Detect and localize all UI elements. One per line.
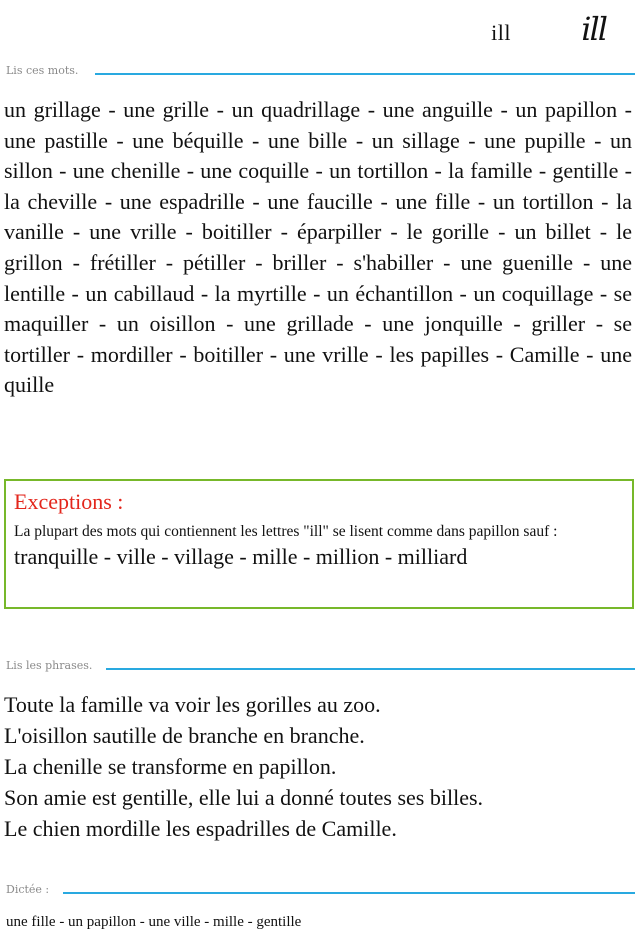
words-section-rule	[95, 73, 635, 75]
exceptions-list: tranquille - ville - village - mille - million - milliard	[14, 544, 468, 569]
dictee-text: une fille - un papillon - une ville - mille - gentille	[6, 914, 302, 930]
exceptions-title: Exceptions :	[14, 489, 124, 514]
sentence: Le chien mordille les espadrilles de Camille.	[4, 816, 397, 841]
sentence: L'oisillon sautille de branche en branche.	[4, 723, 365, 748]
phrases-section-label: Lis les phrases.	[6, 659, 93, 672]
phrases-section-rule	[106, 668, 635, 670]
ill-print-text: ill	[491, 20, 511, 45]
sentence: Son amie est gentille, elle lui a donné toutes ses billes.	[4, 785, 484, 810]
word-list: un grillage - une grille - un quadrillage - une anguille - un papillon - une pastille - une béquille - une bille - un sillage - une pupille - un sillon - une chenille - une coquille - un tortillon - la famille - gentille - la cheville - une espadrille - une faucille - une fille - un tortillon - la vanille - une vrille - boitiller - éparpiller - le gorille - un billet - le grillon - frétiller - pétiller - briller - s'habiller - une guenille - une lentille - un cabillaud - la myrtille - un échantillon - un coquillage - se maquiller - un oisillon - une grillade - une jonquille - griller - se tortiller - mordiller - boitiller - une vrille - les papilles - Camille - une quille	[4, 97, 632, 398]
dictee-section-label: Dictée :	[6, 883, 50, 896]
dictee-section-rule	[63, 892, 635, 894]
sentence: Toute la famille va voir les gorilles au zoo.	[4, 692, 381, 717]
exceptions-description: La plupart des mots qui contiennent les lettres "ill" se lisent comme dans papillon sauf :	[14, 523, 558, 540]
sentence-list	[4, 689, 483, 844]
words-section-label: Lis ces mots.	[6, 64, 79, 77]
header	[406, 10, 626, 50]
exceptions-box	[4, 479, 634, 609]
ill-cursive-text: ill	[581, 10, 606, 48]
sentence: La chenille se transforme en papillon.	[4, 754, 337, 779]
